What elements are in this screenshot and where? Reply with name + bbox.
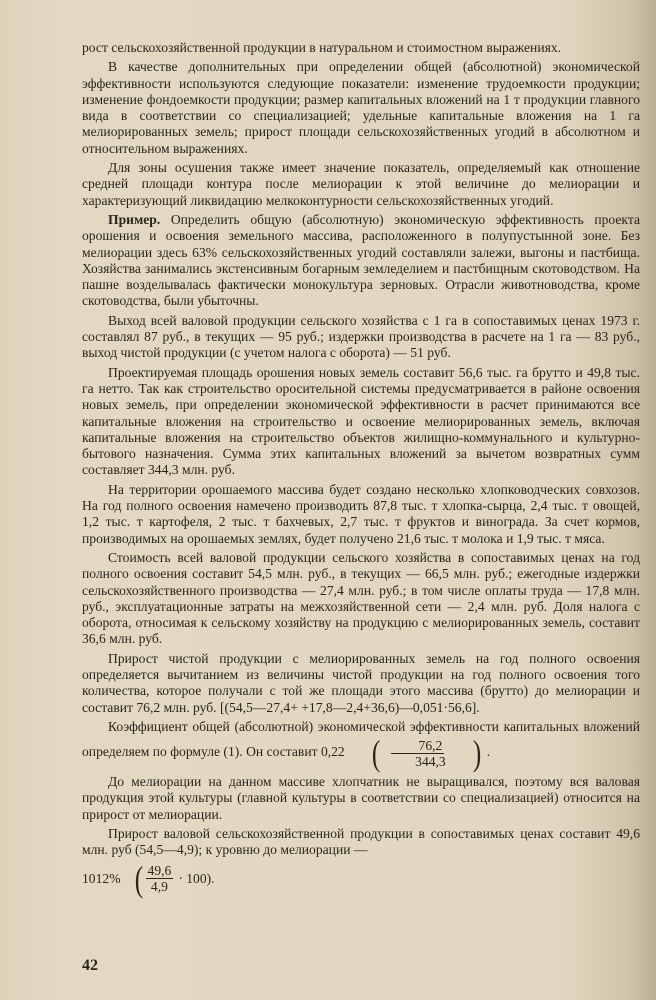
example-label: Пример.: [108, 211, 161, 227]
coefficient-paragraph: [82, 718, 640, 774]
fraction-numerator: 49,6: [147, 863, 172, 879]
formula-tail: · 100).: [178, 870, 215, 886]
coefficient-text: Коэффициент общей (абсолютной) экономической эффективности капитальных вложений определяем по формуле (1). Он составит 0,22: [82, 718, 640, 760]
left-paren: (: [372, 733, 381, 774]
paragraph: Проектируемая площадь орошения новых земель составит 56,6 тыс. га брутто и 49,8 тыс. га нетто. Так как строительство оросительной системы предусматривается в районе освоения новых земель, при определении экономической эффективности в расчет принимаются все капитальные вложения на строительство и освоение мелиорированных земель, включая капитальные вложения на строительство объектов жилищно-коммунального и культурно-бытового назначения. Сумма этих капитальных вложений за вычетом возвратных сумм составляет 344,3 млн. руб.: [82, 364, 640, 478]
paragraph: В качестве дополнительных при определении общей (абсолютной) экономической эффективности используются следующие показатели: изменение трудоемкости продукции; изменение фондоемкости продукции; размер капитальных вложений на 1 т продукции главного вида в соответствии со специализацией; удельные капитальные вложения на 1 га мелиорированных земель; прирост площади сельскохозяйственных угодий в абсолютном и относительном выражениях.: [82, 59, 640, 156]
increase-paragraph: Прирост валовой сельскохозяйственной продукции в сопоставимых ценах составит 49,6 млн. руб (54,5—4,9); к уровню до мелиорации —: [82, 826, 640, 858]
coefficient-formula: [348, 733, 487, 774]
fraction: [387, 738, 448, 769]
increase-formula: [82, 858, 640, 899]
paragraph: Прирост чистой продукции с мелиорированных земель на год полного освоения определяется вычитанием из величины чистой продукции на год полного освоения того количества, которое получали с той же площади этого массива (брутто) до мелиорации и составит 76,2 млн. руб. [(54,5—27,4+ +17,8—2,4+36,6)—0,051·56,6].: [82, 650, 640, 715]
paragraph: Выход всей валовой продукции сельского хозяйства с 1 га в сопоставимых ценах 1973 г. составлял 87 руб., в текущих — 95 руб.; издержки производства в расчете на 1 га — 83 руб., выход чистой продукции (с учетом налога с оборота) — 51 руб.: [82, 312, 640, 361]
right-paren: ): [472, 733, 482, 774]
fraction-numerator: 76,2: [391, 738, 445, 754]
paragraph: До мелиорации на данном массиве хлопчатник не выращивался, поэтому вся валовая продукция этой культуры (главной культуры в соответствии со специализацией) относится на прирост от мелиорации.: [82, 774, 640, 822]
left-paren: (: [134, 858, 143, 899]
increase-fraction-group: [133, 858, 175, 899]
fraction-denominator: 344,3: [415, 753, 446, 769]
coefficient-tail: .: [486, 744, 491, 760]
fraction-denominator: 4,9: [150, 879, 168, 895]
paragraph: Стоимость всей валовой продукции сельского хозяйства в сопоставимых ценах на год полного освоения составит 54,5 млн. руб., в текущих — 66,5 млн. руб.; ежегодные издержки сельскохозяйственного производства — 27,4 млн. руб.; в том числе оплаты труда — 17,8 млн. руб., эксплуатационные затраты на межхозяйственной сети — 2,4 млн. руб. Доля налога с оборота, относимая к сельскому хозяйству на продукцию с мелиорированных земель, составит 36,6 млн. руб.: [82, 549, 640, 647]
page-text: [82, 40, 640, 897]
example-paragraph: [82, 212, 640, 310]
formula-prefix: 1012%: [82, 870, 121, 886]
example-text: Определить общую (абсолютную) экономическую эффективность проекта орошения и освоения земельного массива, расположенного в полупустынной зоне. Без мелиорации здесь 63% сельскохозяйственных угодий составляли залежи, выгоны и пастбища. Хозяйства занимались экстенсивным богарным земледелием и пастбищным скотоводством. На пашне возделывалась фактически монокультура зерновых. Отрасли животноводства, кроме скотоводства, были убыточны.: [82, 211, 640, 309]
paragraph: Для зоны осушения также имеет значение показатель, определяемый как отношение средней площади контура после мелиорации к этой величине до мелиорации и характеризующий ликвидацию мелкоконтурности сельскохозяйственных угодий.: [82, 160, 640, 208]
paragraph: На территории орошаемого массива будет создано несколько хлопководческих совхозов. На год полного освоения намечено производить 87,8 тыс. т хлопка-сырца, 2,4 тыс. т овощей, 1,2 тыс. т картофеля, 2 тыс. т бахчевых, 2,7 тыс. т фруктов и винограда. За счет кормов, производимых на орошаемых землях, будет получено 21,6 тыс. т молока и 1,9 тыс. т мяса.: [82, 481, 640, 546]
fraction: [146, 863, 174, 894]
paragraph: рост сельскохозяйственной продукции в натуральном и стоимостном выражениях.: [82, 40, 562, 55]
page-number: 42: [82, 957, 98, 974]
